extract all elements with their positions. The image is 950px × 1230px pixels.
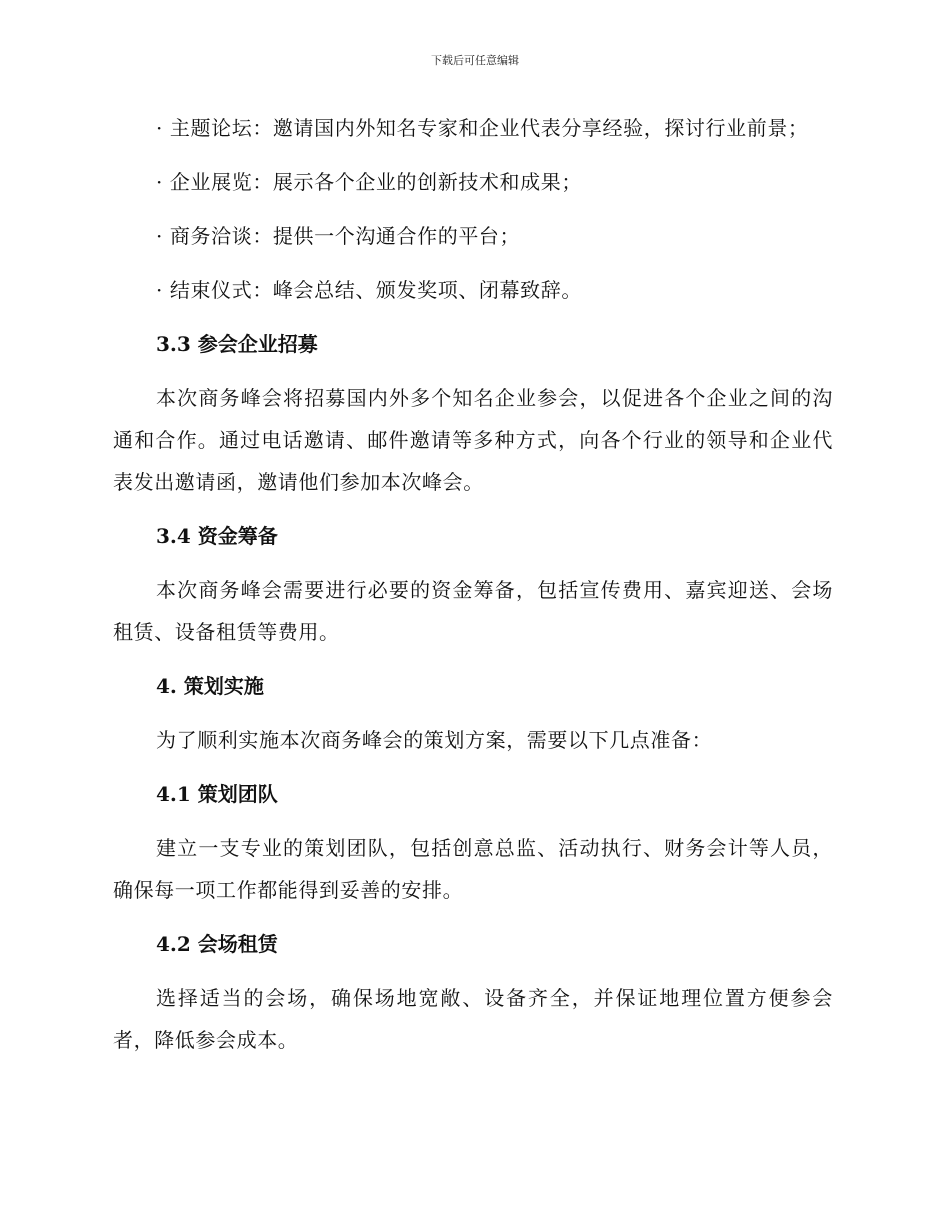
bullet-item-theme-forum: · 主题论坛：邀请国内外知名专家和企业代表分享经验，探讨行业前景；: [156, 116, 809, 140]
bullet-item-exhibition: · 企业展览：展示各个企业的创新技术和成果；: [156, 170, 582, 194]
bullet-item-business-talks: · 商务洽谈：提供一个沟通合作的平台；: [156, 224, 521, 248]
section-heading-4-1: 4.1 策划团队: [156, 782, 278, 806]
paragraph-funding: 本次商务峰会需要进行必要的资金筹备，包括宣传费用、嘉宾迎送、会场租赁、设备租赁等费用。: [113, 578, 833, 644]
bullet-item-closing-ceremony: · 结束仪式：峰会总结、颁发奖项、闭幕致辞。: [156, 278, 582, 302]
paragraph-recruitment: 本次商务峰会将招募国内外多个知名企业参会，以促进各个企业之间的沟通和合作。通过电话邀请、邮件邀请等多种方式，向各个行业的领导和企业代表发出邀请函，邀请他们参加本次峰会。: [113, 386, 833, 494]
section-heading-3-4: 3.4 资金筹备: [156, 524, 278, 548]
paragraph-venue-rental: 选择适当的会场，确保场地宽敞、设备齐全，并保证地理位置方便参会者，降低参会成本。: [113, 986, 833, 1052]
paragraph-planning-team: 建立一支专业的策划团队，包括创意总监、活动执行、财务会计等人员，确保每一项工作都能得到妥善的安排。: [113, 836, 833, 902]
section-heading-4: 4. 策划实施: [156, 674, 264, 698]
page-header: 下载后可任意编辑: [431, 54, 519, 67]
section-heading-3-3: 3.3 参会企业招募: [156, 332, 318, 356]
document-body: [113, 107, 833, 1073]
section-heading-4-2: 4.2 会场租赁: [156, 932, 278, 956]
paragraph-implementation-intro: 为了顺利实施本次商务峰会的策划方案，需要以下几点准备：: [156, 728, 713, 752]
